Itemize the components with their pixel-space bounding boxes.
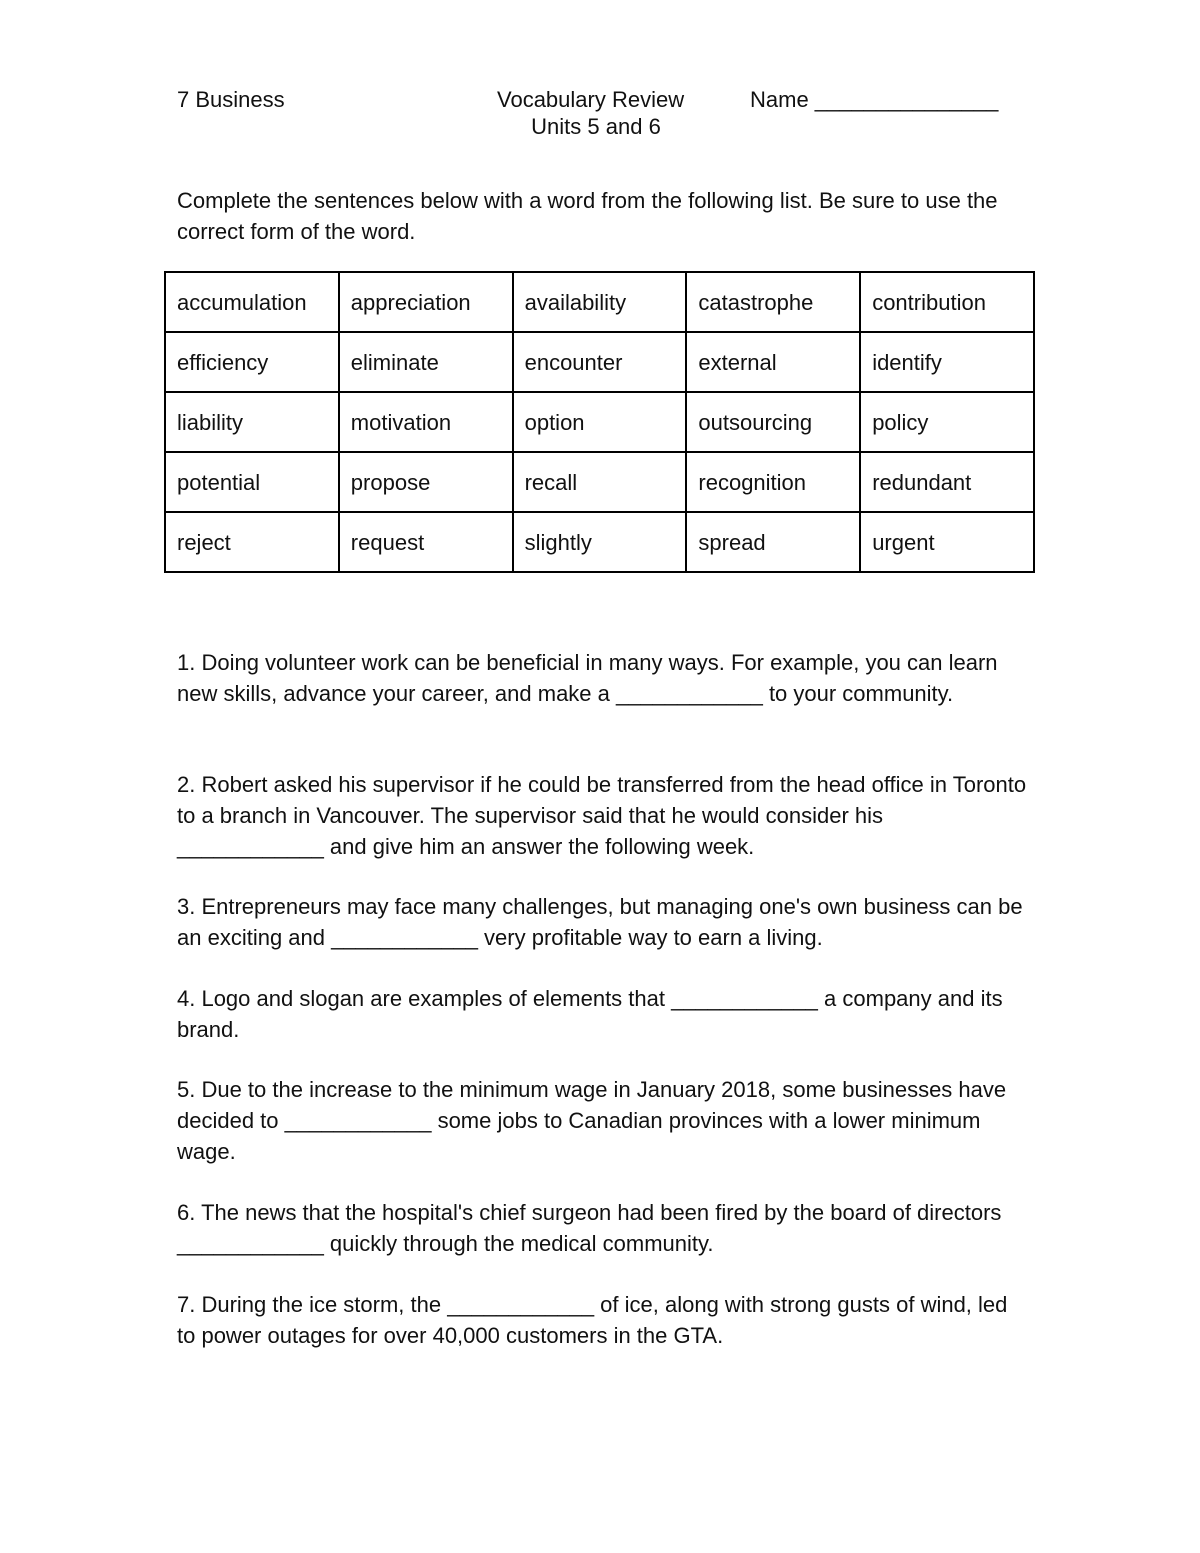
- word-bank-cell: catastrophe: [686, 272, 860, 332]
- question-5: 5. Due to the increase to the minimum wage in January 2018, some businesses have decided to ____________ some jobs to Canadian provinces with a lower minimum wage.: [177, 1077, 1007, 1164]
- word-bank-cell: encounter: [513, 332, 687, 392]
- worksheet-subtitle: Units 5 and 6: [531, 114, 661, 139]
- word-bank-cell: accumulation: [165, 272, 339, 332]
- word-bank-cell: availability: [513, 272, 687, 332]
- word-bank-cell: external: [686, 332, 860, 392]
- word-bank-row: [165, 512, 1034, 572]
- word-bank-cell: urgent: [860, 512, 1034, 572]
- word-bank-cell: eliminate: [339, 332, 513, 392]
- word-bank-cell: slightly: [513, 512, 687, 572]
- name-field-label: Name _______________: [750, 87, 999, 112]
- question-3: 3. Entrepreneurs may face many challenges, but managing one's own business can be an exciting and ____________ very profitable way to earn a living.: [177, 894, 1023, 950]
- word-bank-row: [165, 392, 1034, 452]
- word-bank-cell: option: [513, 392, 687, 452]
- word-bank-cell: contribution: [860, 272, 1034, 332]
- word-bank-table: [164, 271, 1035, 573]
- word-bank-cell: propose: [339, 452, 513, 512]
- question-1: 1. Doing volunteer work can be beneficial in many ways. For example, you can learn new skills, advance your career, and make a ____________ to your community.: [177, 650, 998, 706]
- word-bank-cell: request: [339, 512, 513, 572]
- word-bank-cell: redundant: [860, 452, 1034, 512]
- word-bank-row: [165, 452, 1034, 512]
- question-6: 6. The news that the hospital's chief surgeon had been fired by the board of directors ____________ quickly through the medical community.: [177, 1200, 1002, 1256]
- word-bank-cell: efficiency: [165, 332, 339, 392]
- word-bank-cell: motivation: [339, 392, 513, 452]
- word-bank-cell: policy: [860, 392, 1034, 452]
- word-bank-cell: reject: [165, 512, 339, 572]
- question-4: 4. Logo and slogan are examples of elements that ____________ a company and its brand.: [177, 986, 1003, 1042]
- worksheet-title: Vocabulary Review: [497, 87, 685, 112]
- instructions-text: Complete the sentences below with a word from the following list. Be sure to use the correct form of the word.: [177, 188, 998, 244]
- word-bank-cell: outsourcing: [686, 392, 860, 452]
- word-bank-cell: recall: [513, 452, 687, 512]
- word-bank-cell: appreciation: [339, 272, 513, 332]
- question-7: 7. During the ice storm, the ____________ of ice, along with strong gusts of wind, led to power outages for over 40,000 customers in the GTA.: [177, 1292, 1008, 1348]
- question-2: 2. Robert asked his supervisor if he could be transferred from the head office in Toronto to a branch in Vancouver. The supervisor said that he would consider his ____________ and give him an answer the following week.: [177, 772, 1027, 859]
- course-label: 7 Business: [177, 87, 285, 112]
- word-bank-cell: potential: [165, 452, 339, 512]
- word-bank-row: [165, 332, 1034, 392]
- word-bank-row: [165, 272, 1034, 332]
- word-bank-cell: spread: [686, 512, 860, 572]
- word-bank-cell: identify: [860, 332, 1034, 392]
- word-bank-cell: liability: [165, 392, 339, 452]
- word-bank-cell: recognition: [686, 452, 860, 512]
